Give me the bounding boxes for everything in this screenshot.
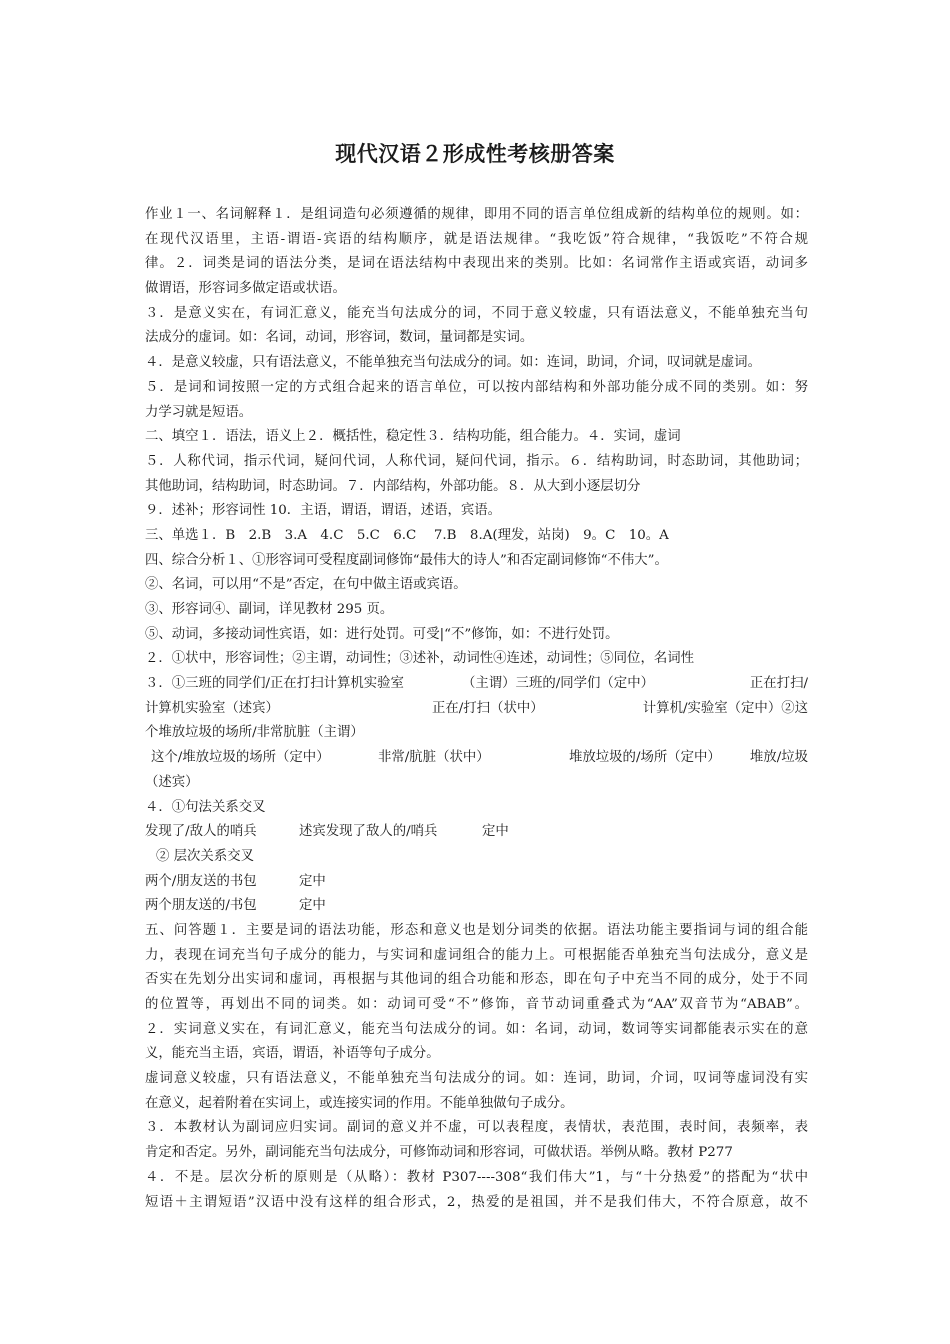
text-line: ⑤、动词，多接动词性宾语，如：进行处罚。可受|“不”修饰，如：不进行处罚。 [145,626,619,642]
text-line: 法成分的虚词。如：名词，动词，形容词，数词，量词都是实词。 [145,330,534,346]
analysis-row: 个堆放垃圾的场所/非常肮脏（主谓） [145,725,364,741]
analysis-row: 两个朋友送的/书包 定中 [145,898,326,914]
text-line: 作业１一、名词解释１．是组词造句必须遵循的规律，即用不同的语言单位组成新的结构单位的规则。如： [145,207,808,222]
analysis-row: ３．①三班的同学们/正在打扫计算机实验室 （主谓）三班的/同学们（定中） 正在打扫/ [145,676,808,692]
analysis-row: 发现了/敌人的哨兵 述宾发现了敌人的/哨兵 定中 [145,824,509,840]
analysis-row: 计算机实验室（述宾） 正在/打扫（状中） 计算机/实验室（定中）②这 [145,700,808,716]
text-line: ３．是意义实在，有词汇意义，能充当句法成分的词，不同于意义较虚，只有语法意义，不能单独充当句 [145,305,808,321]
text-line: 力，表现在词充当句子成分的能力，与实词和虚词组合的能力上。可根据能否单独充当句法成分，意义是 [145,947,808,963]
text-line: ③、形容词④、副词，详见教材 295 页。 [145,602,394,617]
document-body [145,203,808,1215]
text-line: ４．是意义较虚，只有语法意义，不能单独充当句法成分的词。如：连词，助词，介词，叹词就是虚词。 [145,355,761,371]
text-line: ２．①状中，形容词性；②主谓，动词性；③述补，动词性④连述，动词性；⑤同位，名词性 [145,651,695,667]
text-line: ２．实词意义实在，有词汇意义，能充当句法成分的词。如：名词，动词，数词等实词都能表示实在的意 [145,1021,808,1037]
text-line: 在现代汉语里，主语-谓语-宾语的结构顺序，就是语法规律。“我吃饭”符合规律，“我饭吃”不符合规 [145,231,808,247]
text-line: ９．述补；形容词性 10．主语，谓语，谓语，述语，宾语。 [145,503,502,519]
text-line: 肯定和否定。另外，副词能充当句法成分，可修饰动词和形容词，可做状语。举例从略。教材 P277 [145,1145,733,1161]
text-line: 义，能充当主语，宾语，谓语，补语等句子成分。 [145,1046,440,1062]
text-line: 在意义，起着附着在实词上，或连接实词的作用。不能单独做句子成分。 [145,1095,574,1111]
text-line: 其他助词，结构助词，时态助词。７．内部结构，外部功能。８．从大到小逐层切分 [145,478,641,494]
text-line: ②、名词，可以用“不是”否定，在句中做主语或宾语。 [145,577,467,593]
text-line: ３．本教材认为副词应归实词。副词的意义并不虚，可以表程度，表情状，表范围，表时间，表频率，表 [145,1120,808,1136]
analysis-row: 两个/朋友送的书包 定中 [145,873,326,889]
analysis-heading: ４．①句法关系交叉 [145,799,266,815]
text-line: 四、综合分析１、①形容词可受程度副词修饰“最伟大的诗人”和否定副词修饰“不伟大”。 [145,552,668,568]
text-line: 二、填空１．语法，语义上２．概括性，稳定性３．结构功能，组合能力。４．实词，虚词 [145,429,681,445]
text-line: 五、问答题１．主要是词的语法功能，形态和意义也是划分词类的依据。语法功能主要指词与词的组合能 [145,922,808,938]
text-line: 律。２．词类是词的语法分类，是词在语法结构中表现出来的类别。比如：名词常作主语或宾语，动词多 [145,256,808,272]
text-line: 的位置等，再划出不同的词类。如：动词可受“不”修饰，音节动词重叠式为“AA”双音节为“ABAB”。 [145,997,808,1012]
analysis-row: （述宾） [145,774,199,790]
text-line: ５．是词和词按照一定的方式组合起来的语言单位，可以按内部结构和外部功能分成不同的类别。如：努 [145,379,808,395]
page-title: 现代汉语２形成性考核册答案 [335,141,615,166]
text-line: 做谓语，形容词多做定语或状语。 [145,281,346,297]
analysis-row: 这个/堆放垃圾的场所（定中） 非常/肮脏（状中） 堆放垃圾的/场所（定中） 堆放/垃圾 [151,750,808,766]
text-line: 力学习就是短语。 [145,404,253,420]
text-line: ５．人称代词，指示代词，疑问代词，人称代词，疑问代词，指示。６．结构助词，时态助词，其他助词； [145,453,808,469]
text-line: ４．不是。层次分析的原则是（从略）：教材 P307----308“我们伟大”1，与“十分热爱”的搭配为“状中 [145,1169,808,1185]
text-line: 否实在先划分出实词和虚词，再根据与其他词的组合功能和形态，即在句子中充当不同的成分，处于不同 [145,972,808,988]
text-line: 三、单选１．B 2.B 3.A 4.C 5.C 6.C 7.B 8.A(理发，站岗) 9。C 10。A [145,527,669,543]
text-line: 虚词意义较虚，只有语法意义，不能单独充当句法成分的词。如：连词，助词，介词，叹词等虚词没有实 [145,1071,808,1087]
analysis-subheading: ② 层次关系交叉 [156,848,254,864]
text-line: 短语＋主谓短语”汉语中没有这样的组合形式，2，热爱的是祖国，并不是我们伟大，不符合原意，故不 [145,1194,808,1210]
